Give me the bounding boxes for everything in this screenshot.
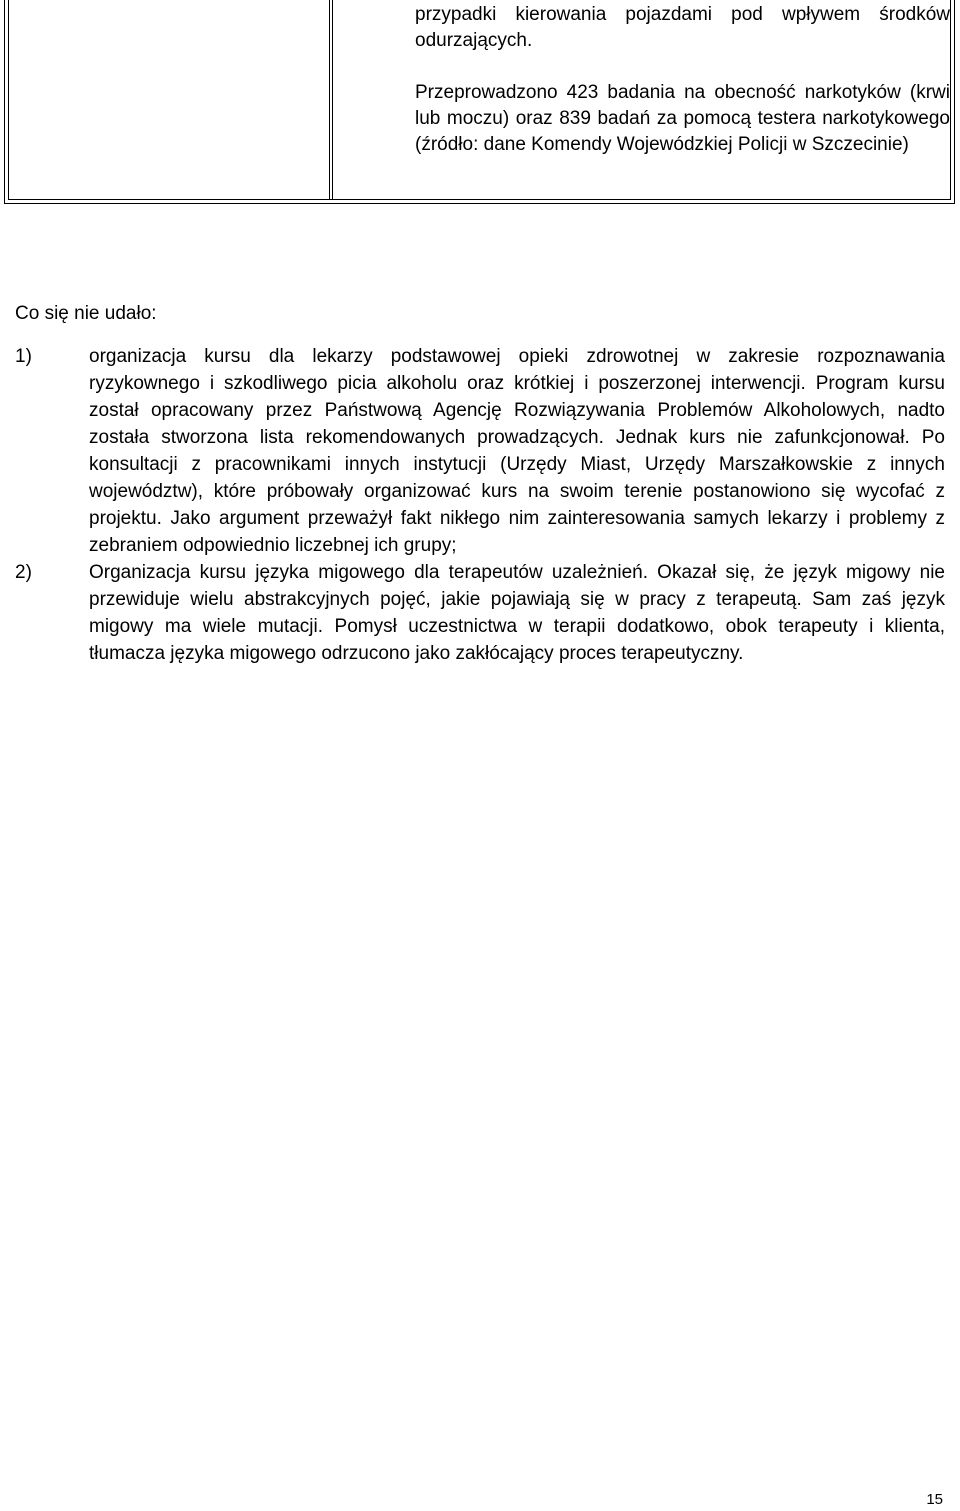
list-item-number: 1) xyxy=(15,346,32,367)
table-column-divider xyxy=(329,0,333,200)
page-number: 15 xyxy=(926,1491,943,1508)
list-item xyxy=(15,343,945,559)
list-item-text: Organizacja kursu języka migowego dla terapeutów uzależnień. Okazał się, że język migowy nie przewiduje wielu abstrakcyjnych pojęć, jakie pojawiają się w pracy z terapeutą. Sam zaś język migowy ma wiele mutacji. Pomysł uczestnictwa w terapii dodatkowo, obok terapeuty i klienta, tłumacza języka migowego odrzucono jako zakłócający proces terapeutyczny. xyxy=(89,562,945,664)
list-item-number: 2) xyxy=(15,562,32,583)
failures-list xyxy=(15,343,945,667)
cell-paragraph-2: Przeprowadzono 423 badania na obecność narkotyków (krwi lub moczu) oraz 839 badań za pomocą testera narkotykowego (źródło: dane Komendy Wojewódzkiej Policji w Szczecinie) xyxy=(415,82,950,155)
list-item-text: organizacja kursu dla lekarzy podstawowej opieki zdrowotnej w zakresie rozpoznawania ryzykownego i szkodliwego picia alkoholu oraz krótkiej i poszerzonej interwencji. Program kursu został opracowany przez Państwową Agencję Rozwiązywania Problemów Alkoholowych, nadto została stworzona lista rekomendowanych prowadzących. Jednak kurs nie zafunkcjonował. Po konsultacji z pracownikami innych instytucji (Urzędy Miast, Urzędy Marszałkowskie z innych województw), które próbowały organizować kurs na swoim terenie postanowiono się wycofać z projektu. Jako argument przeważył fakt nikłego nim zainteresowania samych lekarzy i problemy z zebraniem odpowiednio liczebnej ich grupy; xyxy=(89,346,945,556)
list-item xyxy=(15,559,945,667)
table-right-cell xyxy=(415,2,950,158)
section-heading: Co się nie udało: xyxy=(15,303,157,324)
cell-paragraph-1: przypadki kierowania pojazdami pod wpływem środków odurzających. xyxy=(415,4,950,51)
table-continuation xyxy=(4,0,955,204)
